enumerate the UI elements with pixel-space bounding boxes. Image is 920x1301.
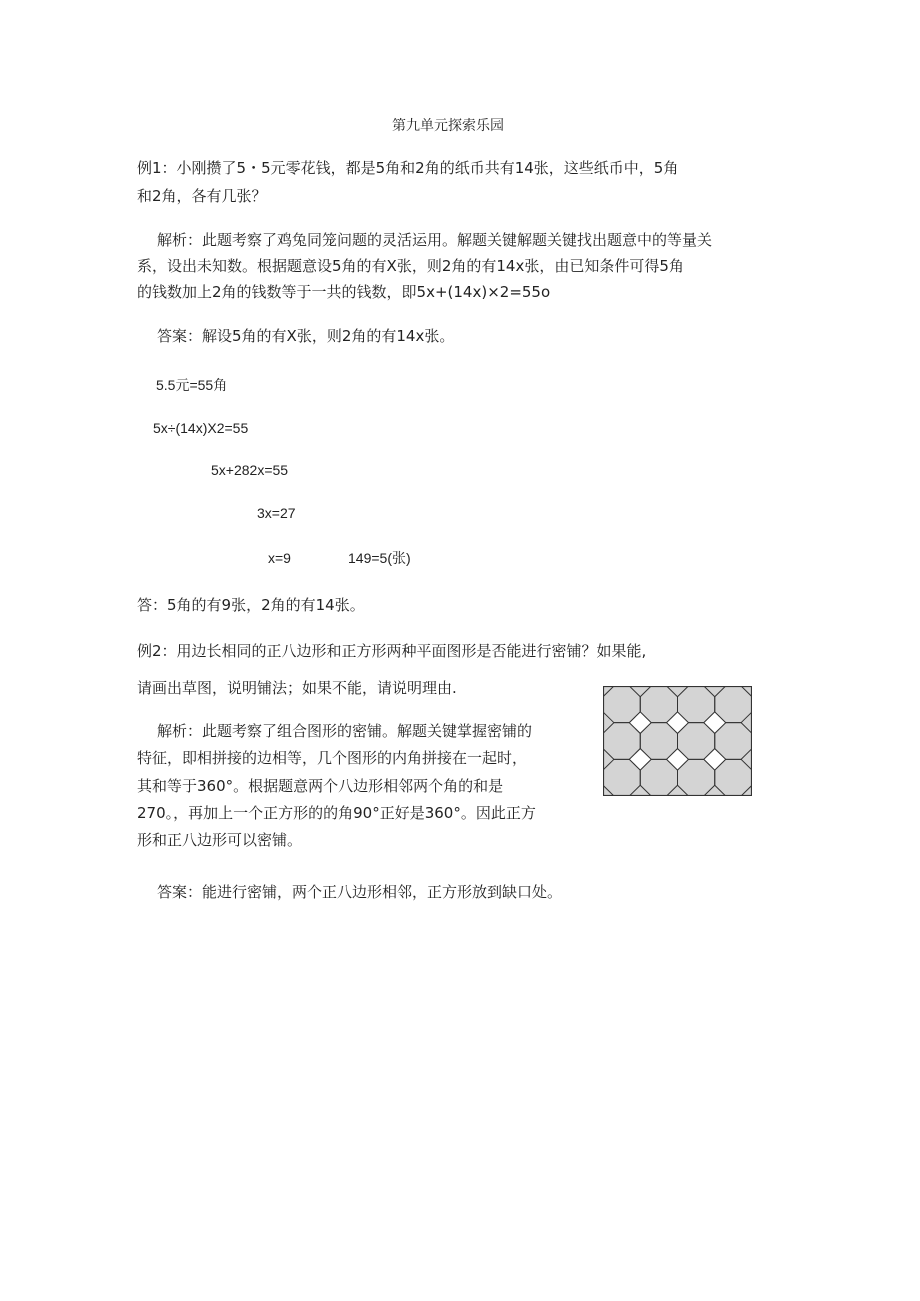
example2-analysis-line3: 其和等于360°。根据题意两个八边形相邻两个角的和是	[137, 777, 504, 795]
example1-conclusion: 答：5角的有9张，2角的有14张。	[137, 596, 365, 614]
example1-analysis-line3: 的钱数加上2角的钱数等于一共的钱数，即5x+(14x)×2=55o	[137, 283, 551, 301]
example2-question-line1: 例2：用边长相同的正八边形和正方形两种平面图形是否能进行密铺？如果能,	[137, 642, 647, 660]
example1-answer-intro: 答案：解设5角的有X张，则2角的有14x张。	[157, 327, 455, 345]
example2-analysis-line1: 解析：此题考察了组合图形的密铺。解题关键掌握密铺的	[157, 722, 533, 740]
example2-analysis-line4: 270。，再加上一个正方形的的角90°正好是360°。因此正方	[137, 804, 536, 822]
solution-step-1: 5.5元=55角	[156, 377, 228, 393]
example2-question-line2: 请画出草图，说明铺法；如果不能，请说明理由.	[137, 679, 457, 697]
solution-step-5: x=9	[268, 550, 291, 566]
solution-step-2: 5x÷(14x)X2=55	[153, 420, 249, 436]
example1-analysis-line1: 解析：此题考察了鸡兔同笼问题的灵活运用。解题关键解题关键找出题意中的等量关	[157, 231, 713, 249]
example1-question-line1: 例1：小刚攒了5・5元零花钱，都是5角和2角的纸币共有14张，这些纸币中，5角	[137, 159, 679, 177]
example2-analysis-line2: 特征，即相拼接的边相等，几个图形的内角拼接在一起时，	[137, 749, 528, 767]
example1-question-line2: 和2角，各有几张？	[137, 187, 267, 205]
example2-answer: 答案：能进行密铺，两个正八边形相邻，正方形放到缺口处。	[157, 883, 563, 901]
example1-analysis-line2: 系，设出未知数。根据题意设5角的有X张，则2角的有14x张，由已知条件可得5角	[137, 257, 684, 275]
example2-analysis-line5: 形和正八边形可以密铺。	[137, 831, 303, 849]
octagon-square-tiling-figure	[603, 686, 752, 796]
page-title: 第九单元探索乐园	[392, 118, 504, 134]
solution-step-3: 5x+282x=55	[211, 462, 289, 478]
solution-step-4: 3x=27	[257, 505, 296, 521]
solution-step-6: 149=5(张)	[348, 550, 411, 566]
